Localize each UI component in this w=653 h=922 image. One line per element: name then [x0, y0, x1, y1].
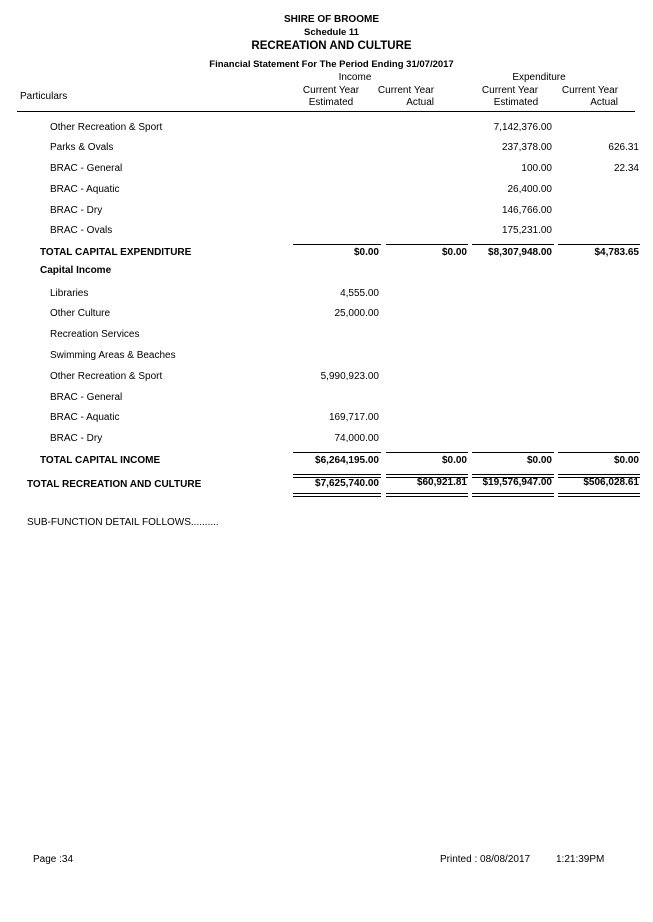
row-label: Swimming Areas & Beaches	[50, 350, 176, 361]
printed-time: 1:21:39PM	[556, 854, 605, 865]
col2-header-line2: Actual	[406, 97, 434, 108]
row-label: Other Culture	[50, 308, 111, 319]
grand-total-row	[0, 479, 653, 491]
expenditure-estimated-value: 237,378.00	[501, 142, 552, 153]
total-row	[0, 455, 653, 467]
row-label: BRAC - General	[50, 163, 123, 174]
income-group-header: Income	[338, 72, 372, 83]
table-row	[0, 288, 653, 300]
income-estimated-value: 74,000.00	[334, 433, 379, 444]
table-row	[0, 329, 653, 341]
printed-date: Printed : 08/08/2017	[440, 854, 531, 865]
expenditure-group-header: Expenditure	[512, 72, 566, 83]
organisation-name: SHIRE OF BROOME	[283, 14, 379, 25]
section-heading-row	[0, 265, 653, 277]
col4-header-line1: Current Year	[561, 85, 619, 96]
expenditure-actual-value: 626.31	[608, 142, 639, 153]
total-rule	[293, 244, 381, 245]
row-label: BRAC - General	[50, 392, 123, 403]
expenditure-actual-value: $506,028.61	[583, 477, 639, 488]
table-row	[0, 225, 653, 237]
total-rule	[472, 244, 554, 245]
income-estimated-value: $0.00	[353, 247, 379, 258]
expenditure-estimated-value: 7,142,376.00	[493, 122, 552, 133]
row-label: Parks & Ovals	[50, 142, 114, 153]
row-label: Libraries	[50, 288, 89, 299]
table-row	[0, 184, 653, 196]
expenditure-estimated-value: $8,307,948.00	[488, 247, 552, 258]
table-row	[0, 163, 653, 175]
table-row	[0, 371, 653, 383]
sub-function-note: SUB-FUNCTION DETAIL FOLLOWS..........	[27, 517, 219, 528]
expenditure-estimated-value: 100.00	[521, 163, 552, 174]
income-estimated-value: $7,625,740.00	[315, 478, 379, 489]
row-label: BRAC - Dry	[50, 205, 103, 216]
header-rule	[17, 111, 635, 112]
expenditure-estimated-value: 26,400.00	[507, 184, 552, 195]
particulars-header: Particulars	[20, 91, 68, 102]
expenditure-estimated-value: $19,576,947.00	[482, 477, 552, 488]
income-actual-value: $0.00	[441, 247, 467, 258]
row-label: BRAC - Dry	[50, 433, 103, 444]
expenditure-actual-value: $0.00	[613, 455, 639, 466]
income-estimated-value: 169,717.00	[328, 412, 379, 423]
total-rule	[386, 244, 468, 245]
grand-total-rule	[472, 493, 554, 497]
total-rule	[293, 452, 381, 453]
schedule-number: Schedule 11	[304, 27, 359, 38]
total-rule	[558, 244, 640, 245]
table-row	[0, 412, 653, 424]
table-row	[0, 205, 653, 217]
row-label: TOTAL RECREATION AND CULTURE	[27, 479, 202, 490]
grand-total-rule	[386, 493, 468, 497]
grand-total-rule	[558, 493, 640, 497]
income-actual-value: $60,921.81	[416, 477, 467, 488]
income-actual-value: $0.00	[441, 455, 467, 466]
col1-header-line1: Current Year	[302, 85, 360, 96]
total-row	[0, 247, 653, 259]
row-label: TOTAL CAPITAL INCOME	[40, 455, 161, 466]
row-label: BRAC - Ovals	[50, 225, 113, 236]
income-estimated-value: 5,990,923.00	[320, 371, 379, 382]
total-rule	[558, 452, 640, 453]
page-number: Page :34	[33, 854, 74, 865]
income-estimated-value: 4,555.00	[340, 288, 379, 299]
table-row	[0, 433, 653, 445]
table-row	[0, 392, 653, 404]
page-title: RECREATION AND CULTURE	[251, 40, 412, 52]
col4-header-line2: Actual	[590, 97, 618, 108]
expenditure-estimated-value: 175,231.00	[501, 225, 552, 236]
row-label: BRAC - Aquatic	[50, 412, 120, 423]
total-rule	[472, 452, 554, 453]
table-row	[0, 122, 653, 134]
expenditure-estimated-value: 146,766.00	[501, 205, 552, 216]
period-subtitle: Financial Statement For The Period Ending 31/07/2017	[209, 59, 454, 70]
grand-total-rule	[293, 493, 381, 497]
row-label: Other Recreation & Sport	[50, 122, 163, 133]
section-heading: Capital Income	[40, 265, 112, 276]
table-row	[0, 308, 653, 320]
total-rule	[386, 452, 468, 453]
col2-header-line1: Current Year	[377, 85, 435, 96]
income-estimated-value: $6,264,195.00	[315, 455, 379, 466]
income-estimated-value: 25,000.00	[334, 308, 379, 319]
expenditure-estimated-value: $0.00	[526, 455, 552, 466]
col3-header-line1: Current Year	[481, 85, 539, 96]
table-row	[0, 350, 653, 362]
col3-header-line2: Estimated	[493, 97, 539, 108]
col1-header-line2: Estimated	[308, 97, 354, 108]
expenditure-actual-value: 22.34	[613, 163, 639, 174]
row-label: TOTAL CAPITAL EXPENDITURE	[40, 247, 192, 258]
row-label: BRAC - Aquatic	[50, 184, 120, 195]
expenditure-actual-value: $4,783.65	[594, 247, 639, 258]
row-label: Recreation Services	[50, 329, 140, 340]
row-label: Other Recreation & Sport	[50, 371, 163, 382]
table-row	[0, 142, 653, 154]
